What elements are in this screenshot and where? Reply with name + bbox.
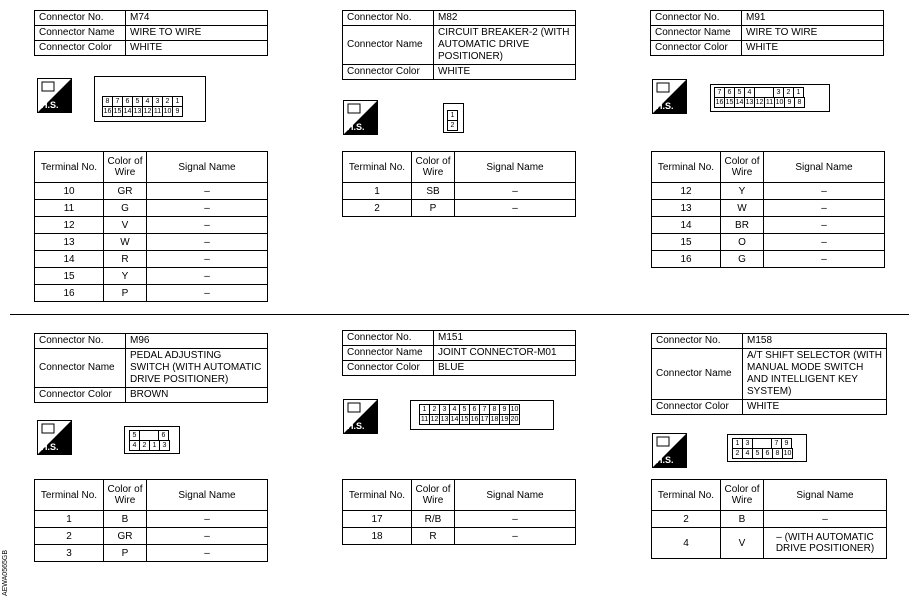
connector-m96 xyxy=(34,333,268,403)
terminal-no: 2 xyxy=(343,200,412,217)
connector-pin: 12 xyxy=(755,99,764,106)
wire-color: Y xyxy=(104,268,147,285)
connector-pin: 1 xyxy=(419,404,430,415)
terminal-no: 15 xyxy=(652,234,721,251)
wire-color: V xyxy=(104,217,147,234)
connector-name: WIRE TO WIRE xyxy=(742,26,884,41)
connector-pin: 2 xyxy=(162,96,173,107)
wire-color: R/B xyxy=(412,511,455,528)
header-color-of-wire: Color of Wire xyxy=(721,152,764,183)
label-connector-color: Connector Color xyxy=(651,41,742,56)
connector-name: JOINT CONNECTOR-M01 xyxy=(434,346,576,361)
terminal-no: 2 xyxy=(652,511,721,528)
header-signal-name: Signal Name xyxy=(147,152,268,183)
connector-pin: 9 xyxy=(784,97,795,108)
connector-pin: 1 xyxy=(793,87,804,98)
connector-pin: 9 xyxy=(172,106,183,117)
connector-pin: 4 xyxy=(744,87,755,98)
connector-pin: 2 xyxy=(429,404,440,415)
terminal-no: 14 xyxy=(652,217,721,234)
table-row xyxy=(35,545,268,562)
section-divider xyxy=(10,314,909,315)
signal-name: – xyxy=(147,528,268,545)
terminal-no: 12 xyxy=(35,217,104,234)
connector-no: M96 xyxy=(126,334,268,349)
wire-color: P xyxy=(104,285,147,302)
connector-pin: 18 xyxy=(490,416,499,423)
header-signal-name: Signal Name xyxy=(455,480,576,511)
connector-pin: 11 xyxy=(153,108,162,115)
connector-pin: 8 xyxy=(489,404,500,415)
connector-pin: 4 xyxy=(742,448,753,459)
connector-color: WHITE xyxy=(434,65,576,80)
signal-name: – xyxy=(147,217,268,234)
connector-pin: 2 xyxy=(732,448,743,459)
wire-color: GR xyxy=(104,528,147,545)
connector-pin: 4 xyxy=(449,404,460,415)
connector-pin: 8 xyxy=(772,448,783,459)
table-row xyxy=(343,511,576,528)
terminal-no: 12 xyxy=(652,183,721,200)
signal-name: – xyxy=(147,251,268,268)
connector-pin: 12 xyxy=(143,108,152,115)
terminal-table-m158 xyxy=(651,479,887,559)
terminal-table-m96 xyxy=(34,479,268,562)
connector-pin: 16 xyxy=(715,99,724,106)
pin-layout xyxy=(420,404,520,425)
signal-name: – xyxy=(147,234,268,251)
label-connector-name: Connector Name xyxy=(343,26,434,65)
signal-name: – xyxy=(147,545,268,562)
connector-pin: 10 xyxy=(163,108,172,115)
connector-pin: 3 xyxy=(742,438,753,449)
label-connector-no: Connector No. xyxy=(35,11,126,26)
label-connector-name: Connector Name xyxy=(652,349,743,400)
signal-name: – xyxy=(455,511,576,528)
connector-pin: 2 xyxy=(139,440,150,451)
connector-pin: 3 xyxy=(159,440,170,451)
connector-pin: 8 xyxy=(794,97,805,108)
connector-pin: 2 xyxy=(447,120,458,131)
connector-m158 xyxy=(651,333,887,415)
pin-layout xyxy=(715,87,805,108)
label-connector-no: Connector No. xyxy=(35,334,126,349)
connector-pin: 5 xyxy=(129,430,140,441)
signal-name: – xyxy=(764,200,885,217)
table-row xyxy=(35,183,268,200)
connector-pin: 9 xyxy=(781,438,792,449)
label-connector-name: Connector Name xyxy=(651,26,742,41)
label-connector-name: Connector Name xyxy=(343,346,434,361)
connector-m74 xyxy=(34,10,268,56)
terminal-no: 3 xyxy=(35,545,104,562)
signal-name: – xyxy=(147,183,268,200)
label-connector-no: Connector No. xyxy=(652,334,743,349)
connector-m82 xyxy=(342,10,576,80)
table-row xyxy=(652,200,885,217)
table-row xyxy=(652,217,885,234)
terminal-no: 15 xyxy=(35,268,104,285)
table-row xyxy=(35,528,268,545)
connector-pin: 6 xyxy=(158,430,169,441)
connector-pin: 4 xyxy=(142,96,153,107)
wire-color: G xyxy=(721,251,764,268)
signal-name: – xyxy=(147,285,268,302)
terminal-table-m91 xyxy=(651,151,885,268)
pin-layout xyxy=(130,430,170,451)
connector-pin: 6 xyxy=(122,96,133,107)
connector-pin: 4 xyxy=(129,440,140,451)
connector-pin: 8 xyxy=(102,96,113,107)
connector-pin: 12 xyxy=(430,416,439,423)
terminal-no: 13 xyxy=(35,234,104,251)
connector-pin: 10 xyxy=(775,99,784,106)
label-connector-color: Connector Color xyxy=(343,65,434,80)
signal-name: – xyxy=(455,528,576,545)
connector-pin: 10 xyxy=(510,406,519,413)
header-signal-name: Signal Name xyxy=(147,480,268,511)
connector-color: WHITE xyxy=(742,41,884,56)
table-row xyxy=(343,200,576,217)
header-terminal-no: Terminal No. xyxy=(35,480,104,511)
connector-info-table xyxy=(34,10,268,56)
signal-name: – xyxy=(764,234,885,251)
table-row xyxy=(652,528,887,559)
wire-color: G xyxy=(104,200,147,217)
table-row xyxy=(652,511,887,528)
connector-no: M91 xyxy=(742,11,884,26)
wire-color: Y xyxy=(721,183,764,200)
wire-color: P xyxy=(104,545,147,562)
label-connector-color: Connector Color xyxy=(35,388,126,403)
header-terminal-no: Terminal No. xyxy=(652,480,721,511)
connector-pin: 6 xyxy=(762,448,773,459)
terminal-table-m151 xyxy=(342,479,576,545)
signal-name: – xyxy=(147,268,268,285)
connector-pin: 5 xyxy=(132,96,143,107)
terminal-no: 18 xyxy=(343,528,412,545)
wire-color: SB xyxy=(412,183,455,200)
terminal-no: 13 xyxy=(652,200,721,217)
table-row xyxy=(35,234,268,251)
signal-name: – xyxy=(147,511,268,528)
table-row xyxy=(35,268,268,285)
connector-pin: 11 xyxy=(420,416,429,423)
header-signal-name: Signal Name xyxy=(764,152,885,183)
connector-name: CIRCUIT BREAKER-2 (WITH AUTOMATIC DRIVE POSITIONER) xyxy=(434,26,576,65)
table-row xyxy=(343,528,576,545)
connector-pin: 5 xyxy=(734,87,745,98)
document-code: AEWA0565GB xyxy=(2,550,9,597)
connector-pin: 5 xyxy=(752,448,763,459)
connector-info-table xyxy=(342,10,576,80)
table-row xyxy=(35,251,268,268)
connector-pin: 14 xyxy=(123,108,132,115)
label-connector-no: Connector No. xyxy=(343,331,434,346)
table-row xyxy=(35,200,268,217)
signal-name: – xyxy=(764,511,887,528)
hs-icon: H.S. xyxy=(652,79,687,114)
signal-name: – xyxy=(147,200,268,217)
label-connector-no: Connector No. xyxy=(651,11,742,26)
wire-color: B xyxy=(104,511,147,528)
connector-info-table xyxy=(651,333,887,415)
connector-pin: 1 xyxy=(732,438,743,449)
terminal-no: 16 xyxy=(652,251,721,268)
hs-icon: H.S. xyxy=(343,100,378,135)
hs-icon: H.S. xyxy=(37,78,72,113)
connector-no: M74 xyxy=(126,11,268,26)
connector-pin: 19 xyxy=(500,416,509,423)
wire-color: W xyxy=(104,234,147,251)
signal-name: – xyxy=(455,200,576,217)
connector-pin: 11 xyxy=(765,99,774,106)
connector-pin: 1 xyxy=(447,110,458,121)
table-row xyxy=(35,217,268,234)
connector-pin: 7 xyxy=(479,404,490,415)
terminal-table-m82 xyxy=(342,151,576,217)
connector-info-table xyxy=(342,330,576,376)
header-color-of-wire: Color of Wire xyxy=(412,480,455,511)
connector-no: M158 xyxy=(743,334,887,349)
connector-no: M82 xyxy=(434,11,576,26)
wire-color: O xyxy=(721,234,764,251)
terminal-no: 1 xyxy=(35,511,104,528)
connector-m151 xyxy=(342,330,576,376)
label-connector-name: Connector Name xyxy=(35,349,126,388)
connector-pin: 9 xyxy=(499,404,510,415)
label-connector-color: Connector Color xyxy=(343,361,434,376)
connector-pin: 1 xyxy=(149,440,160,451)
wire-color: R xyxy=(104,251,147,268)
header-terminal-no: Terminal No. xyxy=(343,480,412,511)
connector-pin: 6 xyxy=(724,87,735,98)
label-connector-no: Connector No. xyxy=(343,11,434,26)
signal-name: – (WITH AUTOMATIC DRIVE POSITIONER) xyxy=(764,528,887,559)
table-row xyxy=(343,183,576,200)
signal-name: – xyxy=(764,183,885,200)
wire-color: P xyxy=(412,200,455,217)
hs-icon: H.S. xyxy=(37,420,72,455)
connector-pin: 16 xyxy=(103,108,112,115)
wire-color: W xyxy=(721,200,764,217)
hs-icon: H.S. xyxy=(343,399,378,434)
pin-layout xyxy=(448,110,458,131)
header-color-of-wire: Color of Wire xyxy=(104,480,147,511)
label-connector-name: Connector Name xyxy=(35,26,126,41)
wire-color: BR xyxy=(721,217,764,234)
header-terminal-no: Terminal No. xyxy=(343,152,412,183)
terminal-no: 4 xyxy=(652,528,721,559)
connector-pin: 3 xyxy=(773,87,784,98)
connector-no: M151 xyxy=(434,331,576,346)
connector-color: WHITE xyxy=(743,400,887,415)
label-connector-color: Connector Color xyxy=(35,41,126,56)
header-color-of-wire: Color of Wire xyxy=(104,152,147,183)
connector-color: BROWN xyxy=(126,388,268,403)
header-terminal-no: Terminal No. xyxy=(35,152,104,183)
connector-pin: 14 xyxy=(735,99,744,106)
connector-pin: 5 xyxy=(459,404,470,415)
wire-color: V xyxy=(721,528,764,559)
signal-name: – xyxy=(764,251,885,268)
wire-color: B xyxy=(721,511,764,528)
header-signal-name: Signal Name xyxy=(764,480,887,511)
connector-pin: 15 xyxy=(460,416,469,423)
connector-color: WHITE xyxy=(126,41,268,56)
header-terminal-no: Terminal No. xyxy=(652,152,721,183)
connector-info-table xyxy=(650,10,884,56)
connector-pin: 13 xyxy=(133,108,142,115)
header-color-of-wire: Color of Wire xyxy=(721,480,764,511)
connector-pin: 15 xyxy=(725,99,734,106)
connector-name: PEDAL ADJUSTING SWITCH (WITH AUTOMATIC DRIVE POSITIONER) xyxy=(126,349,268,388)
connector-info-table xyxy=(34,333,268,403)
connector-m91 xyxy=(650,10,884,56)
pin-layout xyxy=(103,96,183,117)
terminal-no: 1 xyxy=(343,183,412,200)
pin-layout xyxy=(733,438,793,459)
connector-pin: 13 xyxy=(440,416,449,423)
connector-pin: 3 xyxy=(439,404,450,415)
signal-name: – xyxy=(764,217,885,234)
signal-name: – xyxy=(455,183,576,200)
terminal-no: 2 xyxy=(35,528,104,545)
terminal-no: 11 xyxy=(35,200,104,217)
table-row xyxy=(35,511,268,528)
label-connector-color: Connector Color xyxy=(652,400,743,415)
terminal-no: 14 xyxy=(35,251,104,268)
connector-pin: 14 xyxy=(450,416,459,423)
wire-color: GR xyxy=(104,183,147,200)
terminal-table-m74 xyxy=(34,151,268,302)
hs-icon: H.S. xyxy=(652,433,687,468)
header-signal-name: Signal Name xyxy=(455,152,576,183)
table-row xyxy=(35,285,268,302)
table-row xyxy=(652,251,885,268)
header-color-of-wire: Color of Wire xyxy=(412,152,455,183)
connector-pin: 16 xyxy=(470,416,479,423)
terminal-no: 17 xyxy=(343,511,412,528)
terminal-no: 10 xyxy=(35,183,104,200)
connector-pin: 1 xyxy=(172,96,183,107)
connector-pin: 7 xyxy=(771,438,782,449)
connector-pin: 20 xyxy=(510,416,519,423)
connector-pin: 15 xyxy=(113,108,122,115)
connector-pin: 6 xyxy=(469,404,480,415)
terminal-no: 16 xyxy=(35,285,104,302)
connector-name: WIRE TO WIRE xyxy=(126,26,268,41)
connector-color: BLUE xyxy=(434,361,576,376)
connector-pin: 13 xyxy=(745,99,754,106)
wire-color: R xyxy=(412,528,455,545)
connector-pin: 7 xyxy=(714,87,725,98)
table-row xyxy=(652,234,885,251)
connector-pin: 10 xyxy=(783,450,792,457)
connector-name: A/T SHIFT SELECTOR (WITH MANUAL MODE SWITCH AND INTELLIGENT KEY SYSTEM) xyxy=(743,349,887,400)
connector-pin: 17 xyxy=(480,416,489,423)
table-row xyxy=(652,183,885,200)
connector-pin: 7 xyxy=(112,96,123,107)
connector-pin: 2 xyxy=(783,87,794,98)
connector-pin: 3 xyxy=(152,96,163,107)
